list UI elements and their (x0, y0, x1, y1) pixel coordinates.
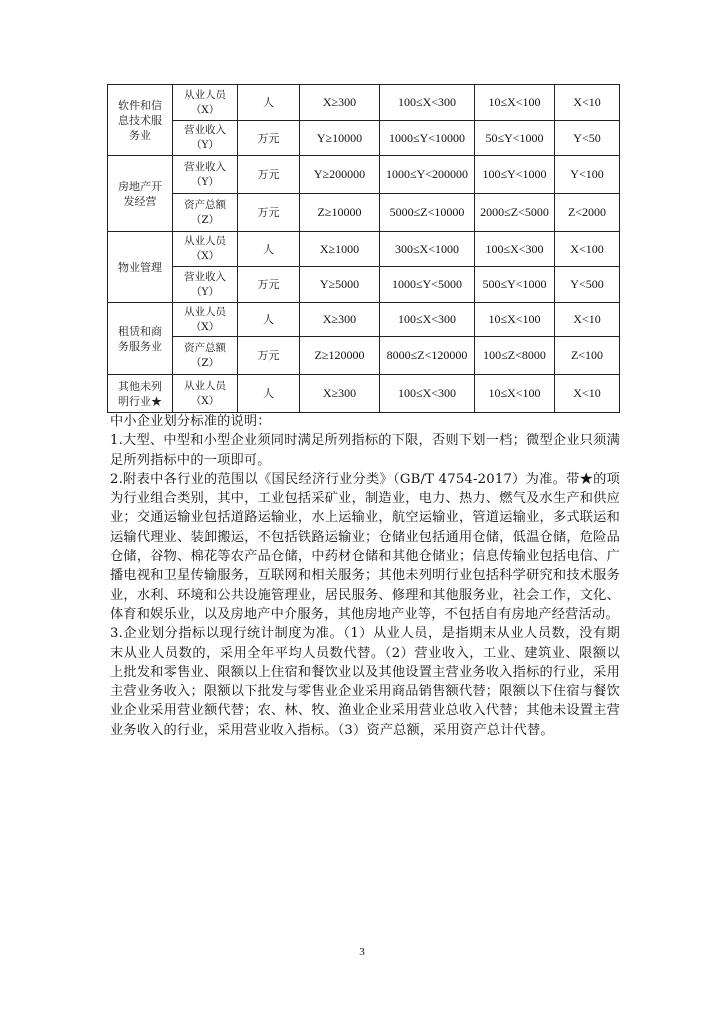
micro-threshold-cell: Z<2000 (555, 194, 620, 232)
metric-cell (173, 303, 238, 337)
micro-threshold-cell: Y<50 (555, 121, 620, 156)
metric-label: 资产总额 （Z） (184, 198, 226, 226)
micro-threshold-cell: X<10 (555, 375, 620, 413)
small-threshold-cell: 10≤X<100 (475, 303, 555, 337)
large-threshold-cell: Y≥10000 (300, 121, 380, 156)
sme-classification-table (107, 84, 620, 413)
metric-label: 从业人员 （X） (184, 235, 226, 262)
industry-label: 物业管理 (118, 260, 162, 274)
large-threshold-cell: Y≥200000 (300, 156, 380, 194)
industry-cell (108, 303, 173, 375)
small-threshold-cell: 100≤X<300 (475, 232, 555, 267)
metric-label: 从业人员 （X） (184, 88, 226, 116)
metric-cell (173, 85, 238, 121)
large-threshold-cell: Z≥10000 (300, 194, 380, 232)
large-threshold-cell: X≥300 (300, 85, 380, 121)
industry-cell (108, 156, 173, 232)
unit-cell: 万元 (238, 121, 300, 156)
industry-label: 房地产开发经营 (118, 179, 162, 208)
metric-cell (173, 375, 238, 413)
table-row (108, 232, 620, 267)
unit-cell: 万元 (238, 194, 300, 232)
unit-cell: 人 (238, 303, 300, 337)
table-row (108, 156, 620, 194)
small-threshold-cell: 100≤Y<1000 (475, 156, 555, 194)
metric-cell (173, 232, 238, 267)
industry-cell (108, 85, 173, 156)
metric-cell (173, 121, 238, 156)
note-paragraph-3: 3.企业划分指标以现行统计制度为准。（1）从业人员，是指期末从业人员数，没有期末从业人员数的，采用全年平均人员数代替。（2）营业收入，工业、建筑业、限额以上批发和零售业、限额以上住宿和餐饮业以及其他设置主营业务收入指标的行业，采用主营业务收入；限额以下批发与零售业企业采用商品销售额代替；限额以下住宿与餐饮业企业采用营业额代替；农、林、牧、渔业企业采用营业总收入代替；其他未设置主营业务收入的行业，采用营业收入指标。（3）资产总额，采用资产总计代替。 (110, 626, 620, 738)
metric-cell (173, 194, 238, 232)
page-number: 3 (359, 946, 365, 958)
small-threshold-cell: 100≤Z<8000 (475, 337, 555, 375)
unit-cell: 人 (238, 85, 300, 121)
metric-label: 营业收入 （Y） (184, 270, 226, 298)
notes-section (110, 412, 620, 740)
table-row (108, 375, 620, 413)
small-threshold-cell: 500≤Y<1000 (475, 267, 555, 303)
micro-threshold-cell: Y<100 (555, 156, 620, 194)
unit-cell: 万元 (238, 156, 300, 194)
medium-threshold-cell: 100≤X<300 (380, 303, 475, 337)
note-paragraph-2: 2.附表中各行业的范围以《国民经济行业分类》（GB/T 4754-2017）为准。带★的项为行业组合类别，其中，工业包括采矿业，制造业，电力、热力、燃气及水生产和供应业；交通运输业包括道路运输业，水上运输业，航空运输业，管道运输业，多式联运和运输代理业、装卸搬运，不包括铁路运输业；仓储业包括通用仓储，低温仓储，危险品仓储，谷物、棉花等农产品仓储，中药材仓储和其他仓储业；信息传输业包括电信、广播电视和卫星传输服务，互联网和相关服务；其他未列明行业包括科学研究和技术服务业，水利、环境和公共设施管理业，居民服务、修理和其他服务业，社会工作，文化、体育和娱乐业，以及房地产中介服务，其他房地产业等，不包括自有房地产经营活动。 (110, 471, 620, 622)
large-threshold-cell: Z≥120000 (300, 337, 380, 375)
unit-cell: 人 (238, 232, 300, 267)
large-threshold-cell: X≥1000 (300, 232, 380, 267)
small-threshold-cell: 50≤Y<1000 (475, 121, 555, 156)
industry-label: 租赁和商务服务业 (118, 324, 162, 353)
table-row (108, 85, 620, 121)
metric-label: 从业人员 （X） (184, 305, 226, 333)
unit-cell: 万元 (238, 337, 300, 375)
medium-threshold-cell: 100≤X<300 (380, 375, 475, 413)
industry-cell (108, 375, 173, 413)
table-row (108, 303, 620, 337)
industry-label: 软件和信息技术服务业 (118, 98, 162, 142)
unit-cell: 万元 (238, 267, 300, 303)
unit-cell: 人 (238, 375, 300, 413)
metric-cell (173, 337, 238, 375)
small-threshold-cell: 2000≤Z<5000 (475, 194, 555, 232)
table-row (108, 194, 620, 232)
metric-label: 从业人员 （X） (184, 379, 226, 407)
medium-threshold-cell: 100≤X<300 (380, 85, 475, 121)
micro-threshold-cell: X<100 (555, 232, 620, 267)
table-body (108, 85, 620, 413)
note-paragraph-1: 1.大型、中型和小型企业须同时满足所列指标的下限，否则下划一档；微型企业只须满足所列指标中的一项即可。 (110, 433, 620, 468)
micro-threshold-cell: X<10 (555, 85, 620, 121)
medium-threshold-cell: 8000≤Z<120000 (380, 337, 475, 375)
large-threshold-cell: X≥300 (300, 303, 380, 337)
metric-cell (173, 267, 238, 303)
metric-cell (173, 156, 238, 194)
medium-threshold-cell: 1000≤Y<10000 (380, 121, 475, 156)
notes-heading: 中小企业划分标准的说明： (110, 414, 271, 429)
small-threshold-cell: 10≤X<100 (475, 85, 555, 121)
industry-cell (108, 232, 173, 303)
medium-threshold-cell: 1000≤Y<200000 (380, 156, 475, 194)
large-threshold-cell: Y≥5000 (300, 267, 380, 303)
micro-threshold-cell: X<10 (555, 303, 620, 337)
industry-label: 其他未列明行业★ (118, 379, 162, 408)
medium-threshold-cell: 5000≤Z<10000 (380, 194, 475, 232)
small-threshold-cell: 10≤X<100 (475, 375, 555, 413)
metric-label: 营业收入 （Y） (184, 124, 226, 151)
micro-threshold-cell: Z<100 (555, 337, 620, 375)
metric-label: 营业收入 （Y） (184, 160, 226, 188)
medium-threshold-cell: 300≤X<1000 (380, 232, 475, 267)
micro-threshold-cell: Y<500 (555, 267, 620, 303)
table-row (108, 121, 620, 156)
medium-threshold-cell: 1000≤Y<5000 (380, 267, 475, 303)
large-threshold-cell: X≥300 (300, 375, 380, 413)
table-row (108, 337, 620, 375)
table-row (108, 267, 620, 303)
metric-label: 资产总额 （Z） (184, 341, 226, 369)
